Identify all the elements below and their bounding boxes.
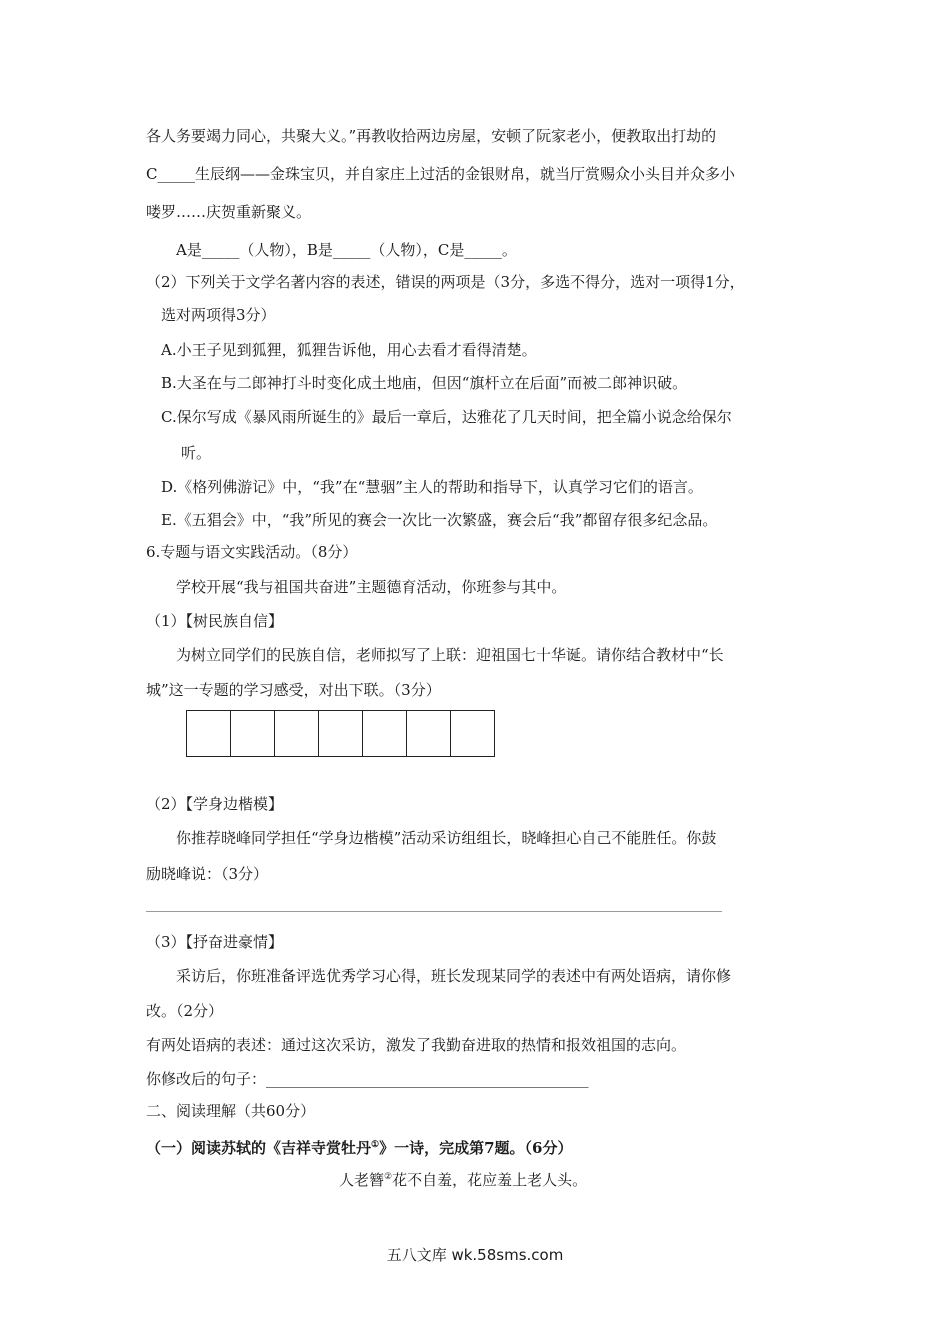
answer-cell[interactable]	[275, 711, 319, 756]
couplet-answer-grid[interactable]	[186, 710, 495, 757]
poem-line	[339, 1167, 587, 1190]
footnote-mark-1: ①	[371, 1140, 380, 1150]
reading-section-heading	[146, 1135, 572, 1158]
passage-line-1: 各人务要竭力同心，共聚大义。”再教收拾两边房屋，安顿了阮家老小，便教取出打劫的	[146, 127, 717, 145]
question-6-intro: 学校开展“我与祖国共奋进”主题德育活动，你班参与其中。	[176, 578, 567, 596]
answer-line[interactable]	[146, 911, 722, 912]
answer-cell[interactable]	[187, 711, 231, 756]
subquestion-3-text: 采访后，你班准备评选优秀学习心得，班长发现某同学的表述中有两处语病，请你修	[176, 967, 732, 985]
question-6-title: 6.专题与语文实践活动。（8分）	[146, 543, 358, 561]
subquestion-2-text: 你推荐晓峰同学担任“学身边楷模”活动采访组组长，晓峰担心自己不能胜任。你鼓	[176, 829, 717, 847]
fill-blank-prompt: A是_____（人物），B是_____（人物），C是_____。	[176, 241, 517, 259]
subquestion-2-title: （2）【学身边楷模】	[146, 795, 284, 813]
subquestion-2-text-cont: 励晓峰说：（3分）	[146, 865, 269, 883]
subquestion-1-title: （1）【树民族自信】	[146, 612, 284, 630]
footnote-mark-2: ②	[384, 1172, 393, 1182]
page-footer-watermark: 五八文库 wk.58sms.com	[386, 1246, 564, 1264]
poem-part-1: 人老簪	[339, 1171, 385, 1189]
answer-cell[interactable]	[231, 711, 275, 756]
answer-cell[interactable]	[407, 711, 451, 756]
subquestion-1-text: 为树立同学们的民族自信，老师拟写了上联：迎祖国七十华诞。请你结合教材中“长	[176, 646, 724, 664]
question-2-stem: （2）下列关于文学名著内容的表述，错误的两项是（3分，多选不得分，选对一项得1分，	[146, 273, 745, 291]
revised-sentence-prompt[interactable]: 你修改后的句子：___________________________________________	[146, 1070, 589, 1088]
option-e: E.《五猖会》中，“我”所见的赛会一次比一次繁盛，赛会后“我”都留存很多纪念品。	[161, 511, 718, 529]
question-2-stem-cont: 选对两项得3分）	[161, 306, 276, 324]
subquestion-3-text-cont: 改。（2分）	[146, 1002, 224, 1020]
option-a: A.小王子见到狐狸，狐狸告诉他，用心去看才看得清楚。	[161, 341, 537, 359]
passage-line-3: 喽罗……庆贺重新聚义。	[146, 203, 312, 221]
faulty-sentence: 有两处语病的表述：通过这次采访，激发了我勤奋进取的热情和报效祖国的志向。	[146, 1036, 687, 1054]
heading-prefix: （一）阅读苏轼的《吉祥寺赏牡丹	[146, 1139, 372, 1157]
heading-suffix: 》一诗，完成第7题。（6分）	[379, 1139, 573, 1157]
answer-cell[interactable]	[451, 711, 494, 756]
subquestion-3-title: （3）【抒奋进豪情】	[146, 933, 284, 951]
option-b: B.大圣在与二郎神打斗时变化成土地庙，但因“旗杆立在后面”而被二郎神识破。	[161, 374, 688, 392]
option-d: D.《格列佛游记》中，“我”在“慧骃”主人的帮助和指导下，认真学习它们的语言。	[161, 478, 703, 496]
passage-line-2: C_____生辰纲——金珠宝贝，并自家庄上过活的金银财帛，就当厅赏赐众小头目并众多小	[146, 165, 735, 183]
poem-part-2: 花不自羞，花应羞上老人头。	[392, 1171, 588, 1189]
answer-cell[interactable]	[363, 711, 407, 756]
answer-cell[interactable]	[319, 711, 363, 756]
option-c: C.保尔写成《暴风雨所诞生的》最后一章后，达雅花了几天时间，把全篇小说念给保尔	[161, 408, 732, 426]
option-c-cont: 听。	[181, 444, 212, 462]
section-2-title: 二、阅读理解（共60分）	[146, 1102, 316, 1120]
subquestion-1-text-cont: 城”这一专题的学习感受，对出下联。（3分）	[146, 681, 441, 699]
